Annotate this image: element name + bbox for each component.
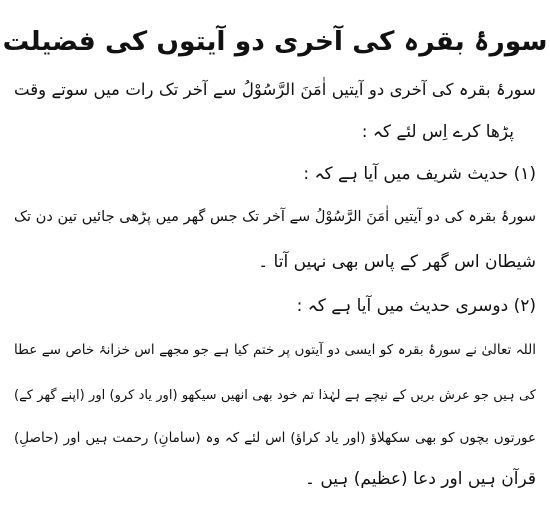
text-line-reason: پڑھا کرے اِس لئے کہ : bbox=[361, 122, 514, 142]
text-line-hadith-one-end: شیطان اس گھر کے پاس بھی نہیں آتا ۔ bbox=[258, 252, 536, 272]
text-line-hadith-two-cont-1: کی ہیں جو عرش بریں کے نیچے ہے لہٰذا تم خود بھی انھیں سیکھو (اور یاد کرو) اور (اپنے گھر کے) bbox=[14, 388, 536, 403]
text-line-hadith-two-heading: (۲) دوسری حدیث میں آیا ہے کہ : bbox=[296, 296, 536, 316]
text-line-hadith-one-body: سورۂ بقرہ کی دو آیتیں اٰمَنَ الرَّسُوْلُ سے آخر تک جس گھر میں پڑھی جائیں تین دن تک bbox=[14, 209, 536, 225]
document-title: سورۂ بقرہ کی آخری دو آیتوں کی فضیلت bbox=[2, 26, 548, 57]
text-line-hadith-two-end: قرآن ہیں اور دعا (عظیم) ہیں ۔ bbox=[305, 469, 536, 489]
text-line-intro: سورۂ بقرہ کی آخری دو آیتیں اٰمَنَ الرَّسُوْلُ سے آخر تک رات میں سوتے وقت bbox=[14, 80, 536, 99]
text-line-hadith-two-cont-2: عورتوں بچوں کو بھی سکھلاؤ (اور یاد کراؤ) اس لئے کہ وہ (سامانِ) رحمت ہیں اور (حاصلِ) bbox=[14, 430, 536, 446]
text-line-hadith-one-heading: (۱) حدیث شریف میں آیا ہے کہ : bbox=[303, 164, 536, 184]
text-line-hadith-two-body: اللہ تعالیٰ نے سورۂ بقرہ کو ایسی دو آیتوں پر ختم کیا ہے جو مجھے اس خزانۂ خاص سے عطا bbox=[14, 342, 536, 358]
